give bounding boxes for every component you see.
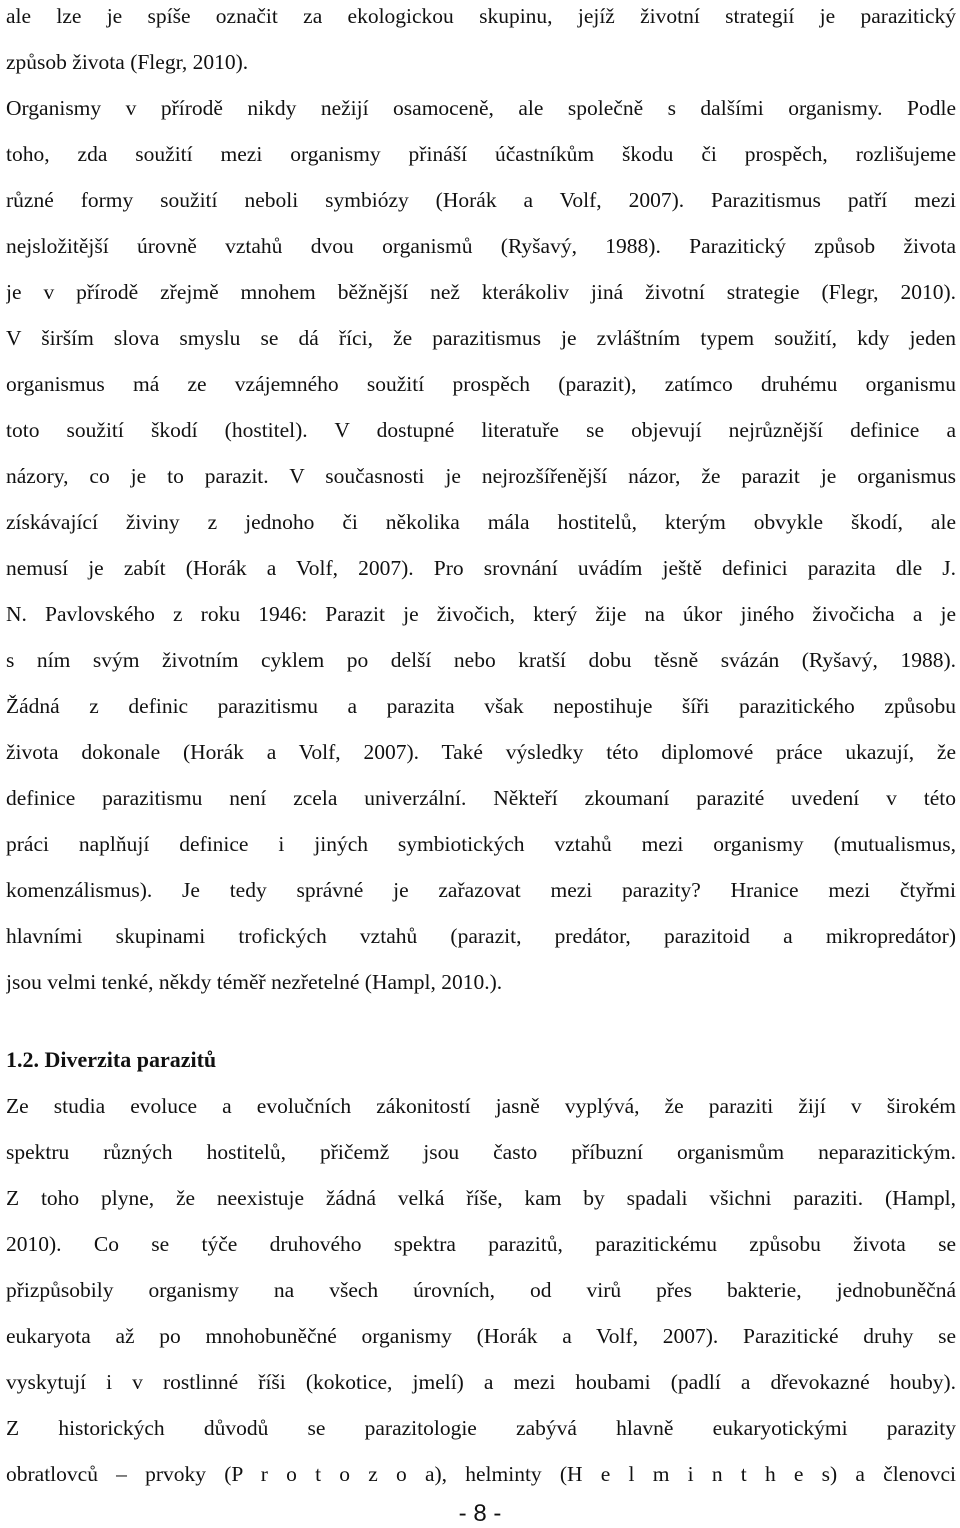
- text-line: Z toho plyne, že neexistuje žádná velká říše, kam by spadali všichni paraziti. (Hampl,: [6, 1186, 956, 1210]
- text-line: získávající živiny z jednoho či několika mála hostitelů, kterým obvykle škodí, ale: [6, 510, 956, 534]
- text-line: Žádná z definic parazitismu a parazita však nepostihuje šíři parazitického způsobu: [6, 694, 956, 718]
- text-line: života dokonale (Horák a Volf, 2007). Také výsledky této diplomové práce ukazují, že: [6, 740, 956, 764]
- text-line: Ze studia evoluce a evolučních zákonitostí jasně vyplývá, že paraziti žijí v širokém: [6, 1094, 956, 1118]
- section-heading: 1.2. Diverzita parazitů: [6, 1047, 217, 1072]
- text-line: s ním svým životním cyklem po delší nebo kratší dobu těsně svázán (Ryšavý, 1988).: [6, 648, 956, 672]
- text-line: Z historických důvodů se parazitologie zabývá hlavně eukaryotickými parazity: [6, 1416, 956, 1440]
- text-line: vyskytují i v rostlinné říši (kokotice, jmelí) a mezi houbami (padlí a dřevokazné houby).: [6, 1370, 956, 1394]
- text-line: práci naplňují definice i jiných symbiotických vztahů mezi organismy (mutualismus,: [6, 832, 956, 856]
- text-line: obratlovců – prvoky (P r o t o z o a), helminty (H e l m i n t h e s) a členovci: [6, 1462, 956, 1486]
- text-line: různé formy soužití neboli symbiózy (Horák a Volf, 2007). Parazitismus patří mezi: [6, 188, 956, 212]
- text-line: toho, zda soužití mezi organismy přináší účastníkům škodu či prospěch, rozlišujeme: [6, 142, 956, 166]
- text-line: způsob života (Flegr, 2010).: [6, 50, 249, 74]
- text-line: ale lze je spíše označit za ekologickou skupinu, jejíž životní strategií je parazitický: [6, 4, 956, 28]
- text-line: V širším slova smyslu se dá říci, že parazitismus je zvláštním typem soužití, kdy jeden: [6, 326, 956, 350]
- text-line: nejsložitější úrovně vztahů dvou organismů (Ryšavý, 1988). Parazitický způsob života: [6, 234, 956, 258]
- text-line: 2010). Co se týče druhového spektra parazitů, parazitickému způsobu života se: [6, 1232, 956, 1256]
- text-line: definice parazitismu není zcela univerzální. Někteří zkoumaní parazité uvedení v této: [6, 786, 956, 810]
- text-line: je v přírodě zřejmě mnohem běžnější než kterákoliv jiná životní strategie (Flegr, 2010).: [6, 280, 956, 304]
- text-line: organismus má ze vzájemného soužití prospěch (parazit), zatímco druhému organismu: [6, 372, 956, 396]
- text-line: názory, co je to parazit. V současnosti je nejrozšířenější názor, že parazit je organismus: [6, 464, 956, 488]
- text-line: spektru různých hostitelů, přičemž jsou často příbuzní organismům neparazitickým.: [6, 1140, 956, 1164]
- text-line: Organismy v přírodě nikdy nežijí osamoceně, ale společně s dalšími organismy. Podle: [6, 96, 956, 120]
- text-line: hlavními skupinami trofických vztahů (parazit, predátor, parazitoid a mikropredátor): [6, 924, 956, 948]
- text-line: nemusí je zabít (Horák a Volf, 2007). Pro srovnání uvádím ještě definici parazita dle J.: [6, 556, 956, 580]
- text-line: jsou velmi tenké, někdy téměř nezřetelné (Hampl, 2010.).: [6, 970, 503, 994]
- text-line: toto soužití škodí (hostitel). V dostupné literatuře se objevují nejrůznější definice a: [6, 418, 956, 442]
- page-number: - 8 -: [458, 1500, 502, 1527]
- text-line: eukaryota až po mnohobuněčné organismy (Horák a Volf, 2007). Parazitické druhy se: [6, 1324, 956, 1348]
- text-line: přizpůsobily organismy na všech úrovních, od virů přes bakterie, jednobuněčná: [6, 1278, 956, 1302]
- text-line: N. Pavlovského z roku 1946: Parazit je živočich, který žije na úkor jiného živočicha a je: [6, 602, 956, 626]
- text-line: komenzálismus). Je tedy správné je zařazovat mezi parazity? Hranice mezi čtyřmi: [6, 878, 956, 902]
